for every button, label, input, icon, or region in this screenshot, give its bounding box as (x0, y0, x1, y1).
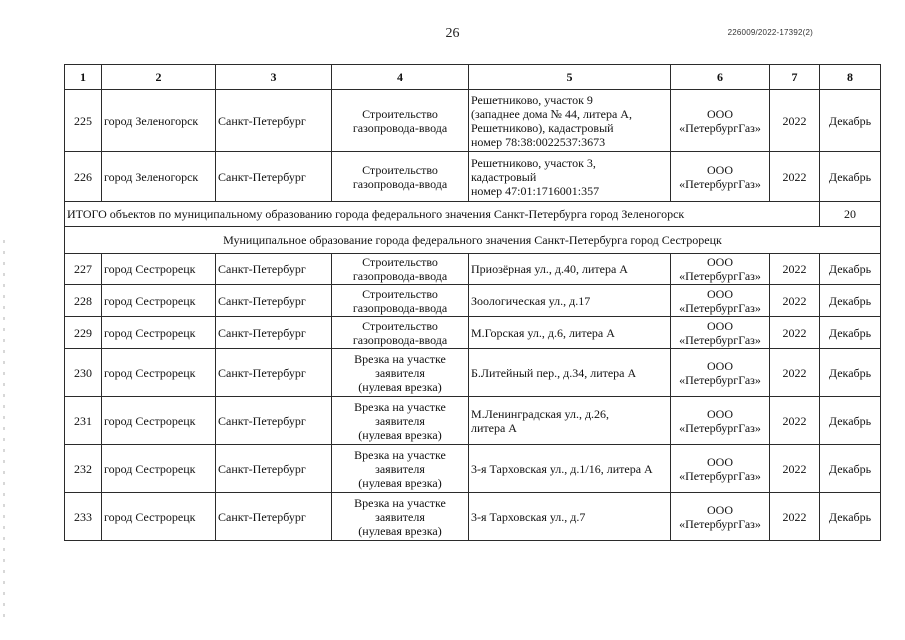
district-cell: город Сестрорецк (102, 445, 216, 493)
address-cell (469, 317, 671, 349)
organization-cell-line: «ПетербургГаз» (679, 269, 761, 283)
city-cell: Санкт-Петербург (216, 445, 332, 493)
city-cell: Санкт-Петербург (216, 254, 332, 285)
organization-cell-line: «ПетербургГаз» (679, 516, 761, 531)
summary-total: 20 (820, 202, 881, 227)
address-cell (469, 349, 671, 397)
row-number: 230 (65, 349, 102, 397)
table-row (65, 285, 881, 317)
work-type-cell-line: Строительство (362, 255, 438, 269)
month-cell: Декабрь (820, 445, 881, 493)
table-row (65, 317, 881, 349)
address-cell (469, 493, 671, 541)
organization-cell-line: ООО (707, 502, 733, 517)
organization-cell-line: «ПетербургГаз» (679, 468, 761, 483)
column-header: 3 (216, 65, 332, 90)
address-cell (469, 254, 671, 285)
organization-cell (671, 317, 770, 349)
organization-cell-line: ООО (707, 454, 733, 469)
month-cell: Декабрь (820, 254, 881, 285)
city-cell: Санкт-Петербург (216, 285, 332, 317)
district-cell: город Сестрорецк (102, 285, 216, 317)
organization-cell (671, 493, 770, 541)
work-type-cell-line: Врезка на участке (354, 351, 446, 366)
month-cell: Декабрь (820, 397, 881, 445)
work-type-cell-line: Строительство (362, 162, 438, 177)
month-cell: Декабрь (820, 285, 881, 317)
organization-cell (671, 152, 770, 202)
address-cell-line: литера А (471, 420, 517, 435)
work-type-cell-line: Врезка на участке (354, 447, 446, 462)
month-cell: Декабрь (820, 493, 881, 541)
address-cell-line: Зоологическая ул., д.17 (471, 293, 591, 308)
section-header-row (65, 227, 881, 254)
address-cell-line: М.Горская ул., д.6, литера А (471, 325, 615, 340)
address-cell-line: Решетниково, участок 9 (471, 92, 593, 107)
year-cell: 2022 (770, 397, 820, 445)
work-type-cell-line: (нулевая врезка) (358, 523, 442, 538)
work-type-cell-line: (нулевая врезка) (358, 475, 442, 490)
work-type-cell-line: (нулевая врезка) (358, 379, 442, 394)
table-row (65, 152, 881, 202)
work-type-cell (332, 445, 469, 493)
district-cell: город Сестрорецк (102, 397, 216, 445)
work-type-cell (332, 152, 469, 202)
work-type-cell-line: заявителя (375, 365, 425, 380)
row-number: 229 (65, 317, 102, 349)
row-number: 228 (65, 285, 102, 317)
organization-cell-line: ООО (707, 106, 733, 121)
year-cell: 2022 (770, 445, 820, 493)
page-number: 26 (445, 26, 460, 41)
column-header: 8 (820, 65, 881, 90)
address-cell-line: Приозёрная ул., д.40, литера А (471, 262, 628, 276)
section-title: Муниципальное образование города федерального значения Санкт-Петербурга город Сестрорецк (65, 227, 881, 254)
year-cell: 2022 (770, 254, 820, 285)
column-header: 2 (102, 65, 216, 90)
district-cell: город Сестрорецк (102, 349, 216, 397)
city-cell: Санкт-Петербург (216, 152, 332, 202)
work-type-cell-line: газопровода-ввода (352, 300, 448, 315)
work-type-cell (332, 254, 469, 285)
summary-label: ИТОГО объектов по муниципальному образованию города федерального значения Санкт-Петербурга город Зеленогорск (65, 202, 820, 227)
work-type-cell-line: (нулевая врезка) (358, 427, 442, 442)
work-type-cell (332, 493, 469, 541)
district-cell: город Сестрорецк (102, 493, 216, 541)
city-cell: Санкт-Петербург (216, 493, 332, 541)
work-type-cell-line: Строительство (362, 106, 438, 121)
month-cell: Декабрь (820, 90, 881, 152)
month-cell: Декабрь (820, 349, 881, 397)
month-cell: Декабрь (820, 152, 881, 202)
work-type-cell (332, 317, 469, 349)
work-type-cell (332, 90, 469, 152)
organization-cell (671, 90, 770, 152)
address-cell-line: кадастровый (471, 169, 537, 184)
address-cell-line: М.Ленинградская ул., д.26, (471, 406, 610, 421)
column-header: 6 (671, 65, 770, 90)
organization-cell (671, 254, 770, 285)
document-id: 226009/2022-17392(2) (727, 28, 813, 37)
summary-row (65, 202, 881, 227)
organization-cell-line: «ПетербургГаз» (679, 372, 761, 387)
work-type-cell-line: газопровода-ввода (352, 176, 448, 191)
work-type-cell-line: Врезка на участке (354, 495, 446, 510)
year-cell: 2022 (770, 349, 820, 397)
column-header: 5 (469, 65, 671, 90)
scan-edge-marks (3, 240, 5, 620)
organization-cell (671, 349, 770, 397)
address-cell-line: номер 78:38:0022537:3673 (471, 134, 606, 149)
row-number: 232 (65, 445, 102, 493)
organization-cell-line: ООО (707, 318, 733, 333)
organization-cell-line: «ПетербургГаз» (679, 120, 761, 135)
organization-cell-line: «ПетербургГаз» (679, 332, 761, 347)
row-number: 225 (65, 90, 102, 152)
district-cell: город Зеленогорск (102, 90, 216, 152)
organization-cell-line: ООО (707, 162, 733, 177)
work-type-cell-line: заявителя (375, 461, 425, 476)
organization-cell-line: «ПетербургГаз» (679, 420, 761, 435)
address-cell-line: Б.Литейный пер., д.34, литера А (471, 365, 637, 380)
table-row (65, 397, 881, 445)
organization-cell-line: ООО (707, 255, 733, 269)
organization-cell (671, 445, 770, 493)
organization-cell-line: ООО (707, 406, 733, 421)
work-type-cell-line: заявителя (375, 413, 425, 428)
row-number: 227 (65, 254, 102, 285)
address-cell (469, 152, 671, 202)
work-type-cell-line: газопровода-ввода (352, 269, 448, 283)
address-cell-line: номер 47:01:1716001:357 (471, 183, 600, 198)
organization-cell-line: «ПетербургГаз» (679, 176, 761, 191)
work-type-cell-line: Строительство (362, 286, 438, 301)
year-cell: 2022 (770, 493, 820, 541)
work-type-cell-line: Врезка на участке (354, 399, 446, 414)
address-cell (469, 445, 671, 493)
table-row (65, 349, 881, 397)
row-number: 233 (65, 493, 102, 541)
table-row (65, 445, 881, 493)
table-header-row (65, 65, 881, 90)
work-type-cell-line: газопровода-ввода (352, 332, 448, 347)
address-cell-line: 3-я Тарховская ул., д.1/16, литера А (471, 461, 653, 476)
year-cell: 2022 (770, 152, 820, 202)
row-number: 226 (65, 152, 102, 202)
district-cell: город Зеленогорск (102, 152, 216, 202)
city-cell: Санкт-Петербург (216, 90, 332, 152)
work-type-cell-line: газопровода-ввода (352, 120, 448, 135)
row-number: 231 (65, 397, 102, 445)
city-cell: Санкт-Петербург (216, 317, 332, 349)
work-type-cell (332, 285, 469, 317)
month-cell: Декабрь (820, 317, 881, 349)
city-cell: Санкт-Петербург (216, 397, 332, 445)
address-cell-line: (западнее дома № 44, литера А, (471, 106, 632, 121)
address-cell (469, 397, 671, 445)
address-cell-line: Решетниково, участок 3, (471, 155, 596, 170)
objects-table (64, 64, 881, 541)
work-type-cell (332, 397, 469, 445)
address-cell (469, 90, 671, 152)
work-type-cell-line: Строительство (362, 318, 438, 333)
district-cell: город Сестрорецк (102, 317, 216, 349)
year-cell: 2022 (770, 285, 820, 317)
work-type-cell-line: заявителя (375, 509, 425, 524)
table-row (65, 493, 881, 541)
table-row (65, 90, 881, 152)
address-cell-line: Решетниково), кадастровый (471, 120, 614, 135)
organization-cell (671, 285, 770, 317)
address-cell-line: 3-я Тарховская ул., д.7 (471, 509, 586, 524)
year-cell: 2022 (770, 317, 820, 349)
table-row (65, 254, 881, 285)
organization-cell-line: «ПетербургГаз» (679, 300, 761, 315)
column-header: 7 (770, 65, 820, 90)
district-cell: город Сестрорецк (102, 254, 216, 285)
work-type-cell (332, 349, 469, 397)
organization-cell-line: ООО (707, 358, 733, 373)
column-header: 1 (65, 65, 102, 90)
organization-cell-line: ООО (707, 286, 733, 301)
city-cell: Санкт-Петербург (216, 349, 332, 397)
organization-cell (671, 397, 770, 445)
column-header: 4 (332, 65, 469, 90)
year-cell: 2022 (770, 90, 820, 152)
address-cell (469, 285, 671, 317)
